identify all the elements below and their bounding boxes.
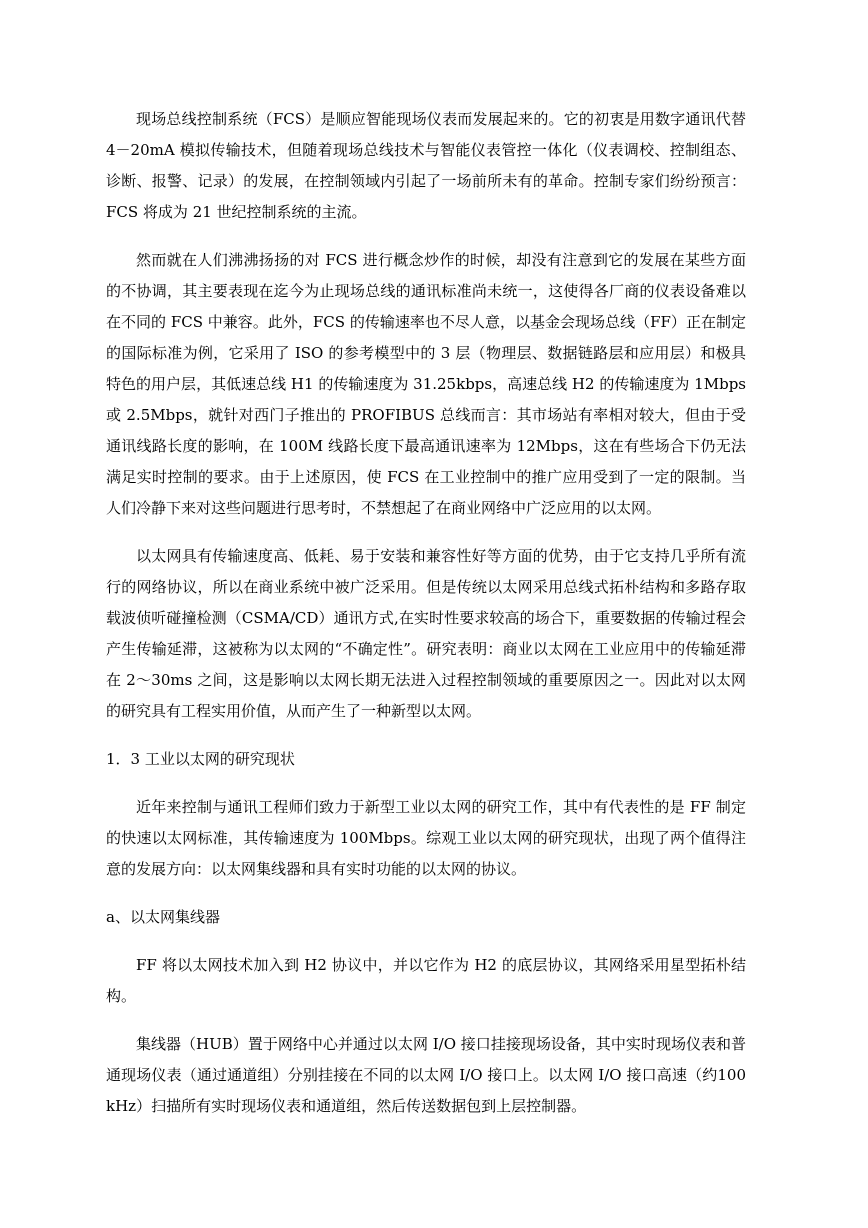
paragraph-research-status: 近年来控制与通讯工程师们致力于新型工业以太网的研究工作，其中有代表性的是 FF 制定的快速以太网标准，其传输速度为 100Mbps。综观工业以太网的研究现状，出现了两个值得注意的发展方向：以太网集线器和具有实时功能的以太网的协议。: [106, 798, 746, 878]
paragraph-ethernet-advantages: 以太网具有传输速度高、低耗、易于安装和兼容性好等方面的优势，由于它支持几乎所有流行的网络协议，所以在商业系统中被广泛采用。但是传统以太网采用总线式拓朴结构和多路存取载波侦听碰撞检测（CSMA/CD）通讯方式,在实时性要求较高的场合下，重要数据的传输过程会产生传输延滞，这被称为以太网的“不确定性”。研究表明：商业以太网在工业应用中的传输延滞在 2～30ms 之间，这是影响以太网长期无法进入过程控制领域的重要原因之一。因此对以太网的研究具有工程实用价值，从而产生了一种新型以太网。: [106, 547, 746, 720]
paragraph-fcs-problems: 然而就在人们沸沸扬扬的对 FCS 进行概念炒作的时候，却没有注意到它的发展在某些方面的不协调，其主要表现在迄今为止现场总线的通讯标准尚未统一，这使得各厂商的仪表设备难以在不同的 FCS 中兼容。此外，FCS 的传输速率也不尽人意，以基金会现场总线（FF）正在制定的国际标准为例，它采用了 ISO 的参考模型中的 3 层（物理层、数据链路层和应用层）和极具特色的用户层，其低速总线 H1 的传输速度为 31.25kbps，高速总线 H2 的传输速度为 1Mbps 或 2.5Mbps，就针对西门子推出的 PROFIBUS 总线而言：其市场站有率相对较大，但由于受通讯线路长度的影响，在 100M 线路长度下最高通讯速率为 12Mbps，这在有些场合下仍无法满足实时控制的要求。由于上述原因，使 FCS 在工业控制中的推广应用受到了一定的限制。当人们冷静下来对这些问题进行思考时，不禁想起了在商业网络中广泛应用的以太网。: [106, 251, 746, 517]
section-heading-1-3: 1．3 工业以太网的研究现状: [106, 750, 295, 768]
subsection-heading-ethernet-hub: a、以太网集线器: [106, 908, 220, 926]
paragraph-fcs-intro: 现场总线控制系统（FCS）是顺应智能现场仪表而发展起来的。它的初衷是用数字通讯代替4－20mA 模拟传输技术，但随着现场总线技术与智能仪表管控一体化（仪表调校、控制组态、诊断、报警、记录）的发展，在控制领域内引起了一场前所未有的革命。控制专家们纷纷预言：FCS 将成为 21 世纪控制系统的主流。: [106, 110, 746, 221]
document-page: [106, 104, 746, 1139]
paragraph-hub-description: 集线器（HUB）置于网络中心并通过以太网 I/O 接口挂接现场设备，其中实时现场仪表和普通现场仪表（通过通道组）分别挂接在不同的以太网 I/O 接口上。以太网 I/O 接口高速（约100 kHz）扫描所有实时现场仪表和通道组，然后传送数据包到上层控制器。: [106, 1035, 746, 1115]
paragraph-ff-h2: FF 将以太网技术加入到 H2 协议中，并以它作为 H2 的底层协议，其网络采用星型拓朴结构。: [106, 956, 746, 1005]
